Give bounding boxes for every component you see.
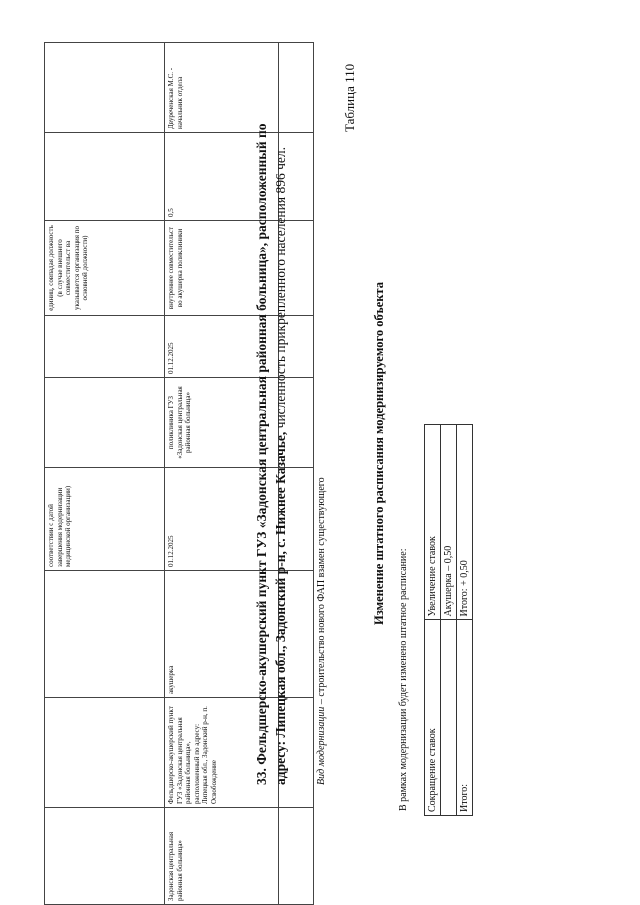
table-cell: поликлиника ГУЗ «Задонская центральная районная больница» xyxy=(165,378,279,468)
section-heading-bold: 33. Фельдшерско-акушерский пункт ГУЗ «Задонская центральная районная больница», расположенный по адресу: Липецкая обл., Задонский р-н, с. Нижнее Казачье, xyxy=(254,123,288,785)
table-row xyxy=(45,43,165,905)
table-cell xyxy=(45,378,165,468)
table-row xyxy=(425,425,441,816)
table-cell: Итого: xyxy=(457,620,473,816)
table-cell xyxy=(45,571,165,698)
section-heading-population: численность прикрепленного населения 896 чел. xyxy=(273,147,288,429)
modernization-type-value: – строительство нового ФАП взамен существующего xyxy=(316,477,327,705)
table-cell xyxy=(45,698,165,808)
table-cell: Итого: + 0,50 xyxy=(457,425,473,621)
table-cell xyxy=(441,620,457,816)
table-cell: акушерка xyxy=(165,571,279,698)
table-cell: Акушерка – 0,50 xyxy=(441,425,457,621)
table-cell: Фельдшерско-акушерский пункт ГУЗ «Задонская центральная районная больница», расположенный по адресу: Липецкая обл., Задонский р-н, п. Освобождение xyxy=(165,698,279,808)
table-cell: Задонская центральная районная больница» xyxy=(165,808,279,905)
table-cell: Двуреченская М.С. - начальник отдела xyxy=(165,43,279,133)
table-cell: 01.12.2025 xyxy=(165,316,279,378)
table-number-label: Таблица 110 xyxy=(342,63,357,132)
table-cell: 01.12.2025 xyxy=(165,468,279,571)
table-cell xyxy=(45,133,165,221)
table-cell xyxy=(45,43,165,133)
table-cell: соответствии с датой завершения модернизации медицинской организации) xyxy=(45,468,165,571)
table-cell xyxy=(45,316,165,378)
table-cell: Сокращение ставок xyxy=(425,620,441,816)
staffing-change-title: Изменение штатного расписания модернизируемого объекта xyxy=(372,282,386,625)
table-cell: единиц, совпадая должность (в случае внешнего совместительст ва указывается организация по основной должности) xyxy=(45,221,165,316)
table-cell: Увеличение ставок xyxy=(425,425,441,621)
table-row xyxy=(457,425,473,816)
staffing-change-intro: В рамках модернизации будет изменено штатное расписание: xyxy=(398,548,409,811)
table-cell xyxy=(45,808,165,905)
section-heading xyxy=(252,105,290,785)
modernization-type-label: Вид модернизации xyxy=(316,706,327,785)
table-cell: внутреннее совместительст во акушерка поликлиники xyxy=(165,221,279,316)
modernization-type xyxy=(316,477,327,785)
table-row xyxy=(441,425,457,816)
table-cell xyxy=(279,808,314,905)
staffing-changes-table xyxy=(424,424,473,816)
table-cell: 0,5 xyxy=(165,133,279,221)
